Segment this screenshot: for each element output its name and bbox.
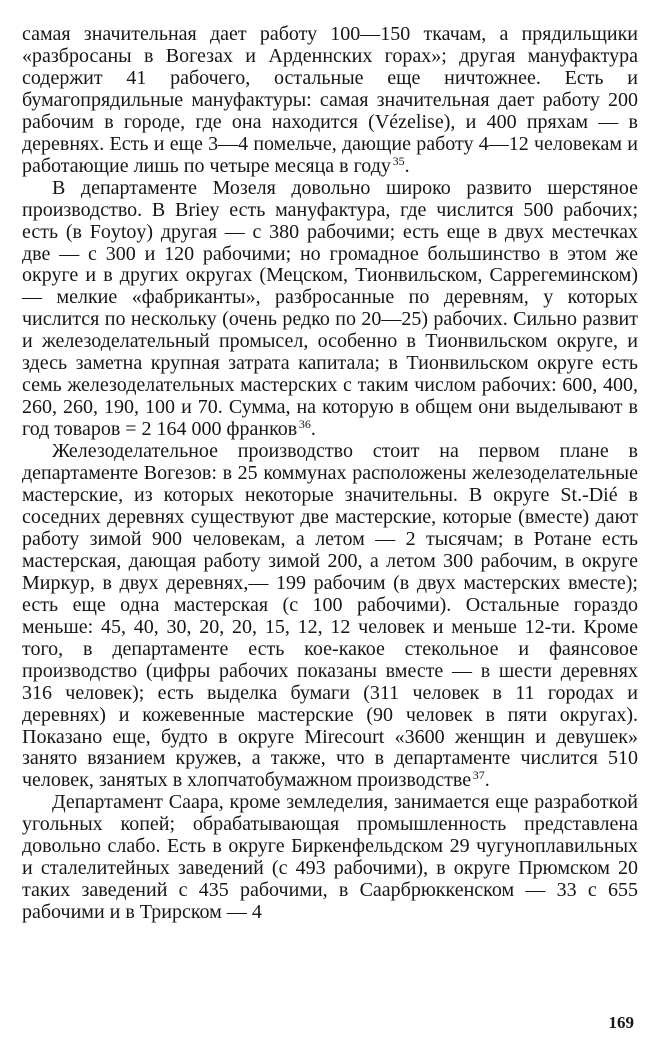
- paragraph-3: Железоделательное производство стоит на первом плане в департаменте Вогезов: в 25 коммунах расположены железоделательные мастерские, из которых некоторые значительны. В округе St.-Dié в соседних деревнях существуют две мастерские, которые (вместе) дают работу зимой 900 человекам, а летом — 2 тысячам; в Ротане есть мастерская, дающая работу зимой 200, а летом 300 рабочим, в округе Миркур, в двух деревнях,— 199 рабочим (в двух мастерских вместе); есть еще одна мастерская (с 100 рабочими). Остальные гораздо меньше: 45, 40, 30, 20, 20, 15, 12, 12 человек и меньше 12-ти. Кроме того, в департаменте есть кое-какое стекольное и фаянсовое производство (цифры рабочих показаны вместе — в шести деревнях 316 человек); есть выделка бумаги (311 человек в 11 городах и деревнях) и кожевенные мастерские (90 человек в пяти округах). Показано еще, будто в округе Mirecourt «3600 женщин и девушек» занято вязанием кружев, а также, что в департаменте числится 510 человек, занятых в хлопчатобумажном производстве $^{37}$.: [22, 440, 638, 792]
- paragraph-4-text: Департамент Саара, кроме земледелия, занимается еще разработкой угольных копей; обрабатывающая промышленность представлена довольно слабо. Есть в округе Биркенфельдском 29 чугуноплавильных и сталелитейных заведений (с 493 рабочими), в округе Прюмском 20 таких заведений с 435 рабочими, в Саарбрюккенском — 33 с 655 рабочими и в Трирском — 4: [22, 791, 638, 924]
- footnote-ref-36: 36: [298, 417, 311, 432]
- paragraph-3-text: Железоделательное производство стоит на первом плане в департаменте Вогезов: в 25 коммунах расположены железоделательные мастерские, из которых некоторые значительны. В округе St.-Dié в соседних деревнях существуют две мастерские, которые (вместе) дают работу зимой 900 человекам, а летом — 2 тысячам; в Ротане есть мастерская, дающая работу зимой 200, а летом 300 рабочим, в округе Миркур, в двух деревнях,— 199 рабочим (в двух мастерских вместе); есть еще одна мастерская (с 100 рабочими). Остальные гораздо меньше: 45, 40, 30, 20, 20, 15, 12, 12 человек и меньше 12-ти. Кроме того, в департаменте есть кое-какое стекольное и фаянсовое производство (цифры рабочих показаны вместе — в шести деревнях 316 человек); есть выделка бумаги (311 человек в 11 городах и деревнях) и кожевенные мастерские (90 человек в пяти округах). Показано еще, будто в округе Mirecourt «3600 женщин и девушек» занято вязанием кружев, а также, что в департаменте числится 510 человек, занятых в хлопчатобумажном производстве: [22, 440, 638, 792]
- footnote-ref-37: 37: [472, 768, 485, 783]
- paragraph-2-text: В департаменте Мозеля довольно широко развито шерстяное производство. В Briey есть мануфактура, где числится 500 рабочих; есть (в Foytoy) другая — с 380 рабочими; есть еще в двух местечках две — с 300 и 120 рабочими; но громадное большинство в этом же округе и в других округах (Мецском, Тионвильском, Саррегеминском) — мелкие «фабриканты», разбросанные по деревням, у которых числится по нескольку (очень редко по 20—25) рабочих. Сильно развит и железоделательный промысел, особенно в Тионвильском округе, и здесь заметна крупная затрата капитала; в Тионвильском округе есть семь железоделательных мастерских с таким числом рабочих: 600, 400, 260, 260, 190, 100 и 70. Сумма, на которую в общем они выделывают в год товаров = 2 164 000 франков: [22, 176, 638, 441]
- page-text-block: [22, 24, 638, 924]
- paragraph-4: [22, 792, 638, 924]
- page-number: 169: [608, 1013, 634, 1032]
- paragraph-1: самая значительная дает работу 100—150 ткачам, а прядильщики «разбросаны в Вогезах и Арденнских горах»; другая мануфактура содержит 41 рабочего, остальные еще ничтожнее. Есть и бумагопрядильные мануфактуры: самая значительная дает работу 200 рабочим в городе, где она находится (Vézelise), и 400 пряхам — в деревнях. Есть и еще 3—4 помельче, дающие работу 4—12 человекам и работающие лишь по четыре месяца в году $^{35}$.: [22, 23, 638, 177]
- paragraph-2: В департаменте Мозеля довольно широко развито шерстяное производство. В Briey есть мануфактура, где числится 500 рабочих; есть (в Foytoy) другая — с 380 рабочими; есть еще в двух местечках две — с 300 и 120 рабочими; но громадное большинство в этом же округе и в других округах (Мецском, Тионвильском, Саррегеминском) — мелкие «фабриканты», разбросанные по деревням, у которых числится по нескольку (очень редко по 20—25) рабочих. Сильно развит и железоделательный промысел, особенно в Тионвильском округе, и здесь заметна крупная затрата капитала; в Тионвильском округе есть семь железоделательных мастерских с таким числом рабочих: 600, 400, 260, 260, 190, 100 и 70. Сумма, на которую в общем они выделывают в год товаров = 2 164 000 франков $^{36}$.: [22, 176, 638, 441]
- paragraph-1-text: самая значительная дает работу 100—150 ткачам, а прядильщики «разбросаны в Вогезах и Арденнских горах»; другая мануфактура содержит 41 рабочего, остальные еще ничтожнее. Есть и бумагопрядильные мануфактуры: самая значительная дает работу 200 рабочим в городе, где она находится (Vézelise), и 400 пряхам — в деревнях. Есть и еще 3—4 помельче, дающие работу 4—12 человекам и работающие лишь по четыре месяца в году: [22, 23, 638, 177]
- footnote-ref-35: 35: [392, 153, 405, 168]
